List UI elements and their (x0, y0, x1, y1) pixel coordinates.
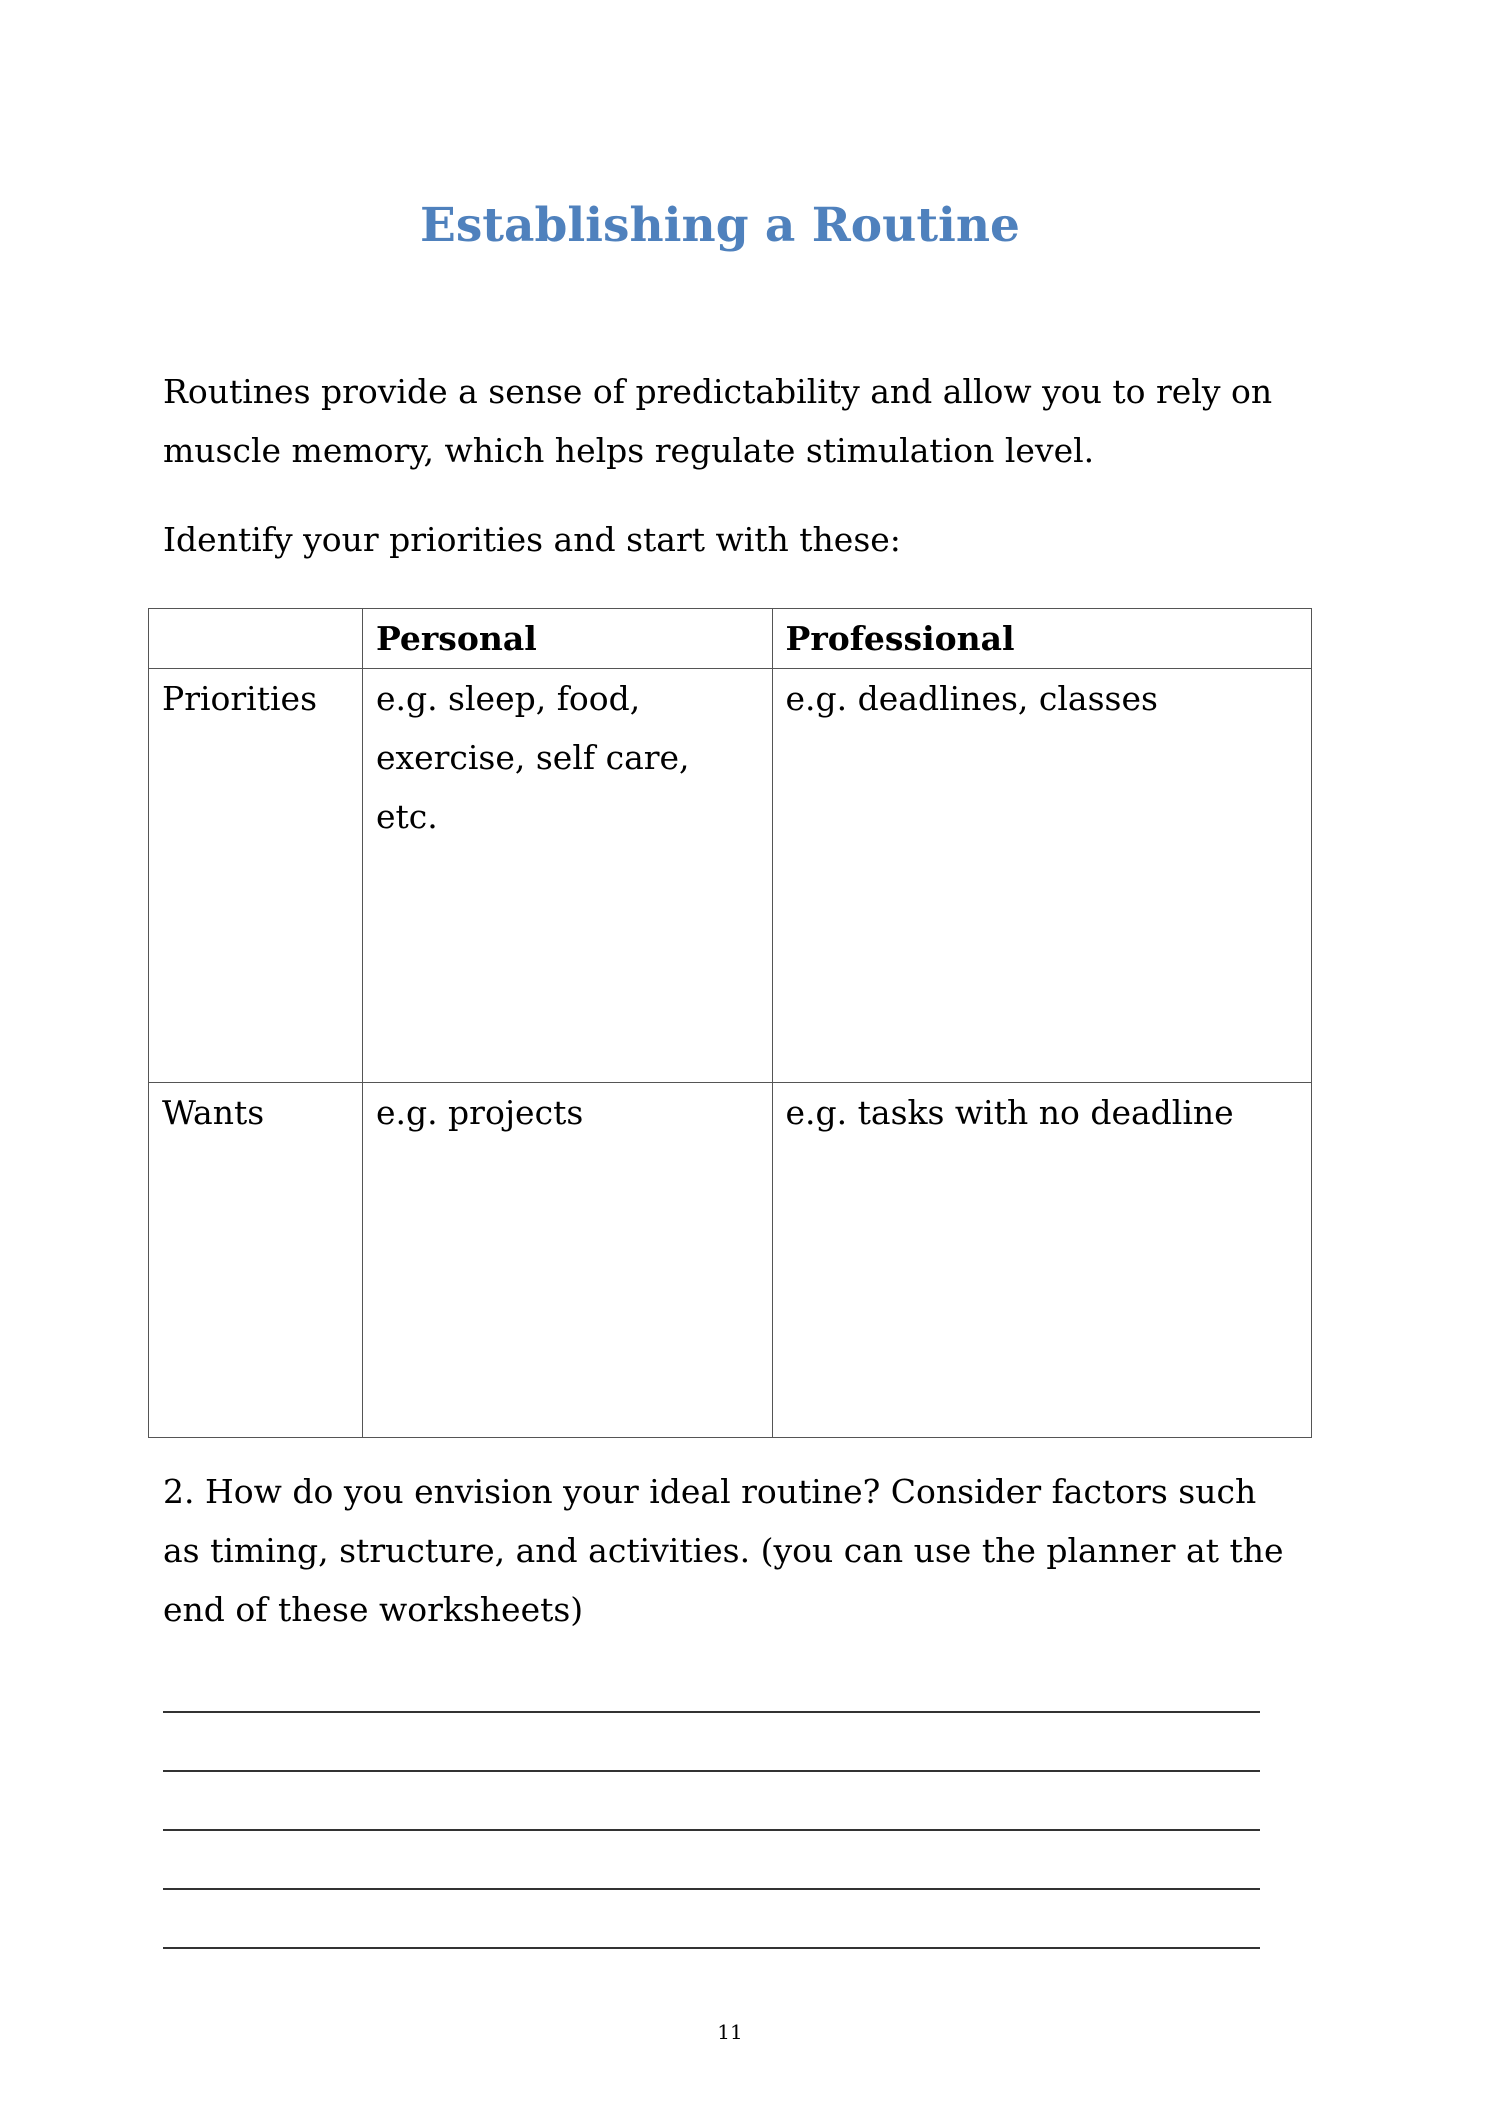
answer-line[interactable] (163, 1711, 1260, 1713)
table-header-row (149, 609, 1312, 669)
priorities-personal-cell[interactable]: e.g. sleep, food, exercise, self care, etc. (362, 669, 772, 1083)
priorities-prompt: Identify your priorities and start with these: (163, 520, 901, 559)
wants-personal-cell[interactable]: e.g. projects (362, 1083, 772, 1438)
column-header-professional: Professional (772, 609, 1311, 669)
table-row (149, 669, 1312, 1083)
answer-line[interactable] (163, 1947, 1260, 1949)
answer-line[interactable] (163, 1888, 1260, 1890)
intro-paragraph: Routines provide a sense of predictability and allow you to rely on muscle memory, which helps regulate stimulation level. (163, 372, 1273, 470)
priorities-table (148, 608, 1312, 1438)
table-corner-cell (149, 609, 363, 669)
page-number: 11 (717, 2020, 743, 2044)
column-header-personal: Personal (362, 609, 772, 669)
answer-line[interactable] (163, 1829, 1260, 1831)
priorities-professional-cell[interactable]: e.g. deadlines, classes (772, 669, 1311, 1083)
answer-line[interactable] (163, 1770, 1260, 1772)
row-header-priorities: Priorities (149, 669, 363, 1083)
wants-professional-cell[interactable]: e.g. tasks with no deadline (772, 1083, 1311, 1438)
page-title: Establishing a Routine (420, 198, 1020, 253)
table-row (149, 1083, 1312, 1438)
row-header-wants: Wants (149, 1083, 363, 1438)
routine-question: 2. How do you envision your ideal routine? Consider factors such as timing, structure, and activities. (you can use the planner at the end of these worksheets) (163, 1472, 1284, 1629)
